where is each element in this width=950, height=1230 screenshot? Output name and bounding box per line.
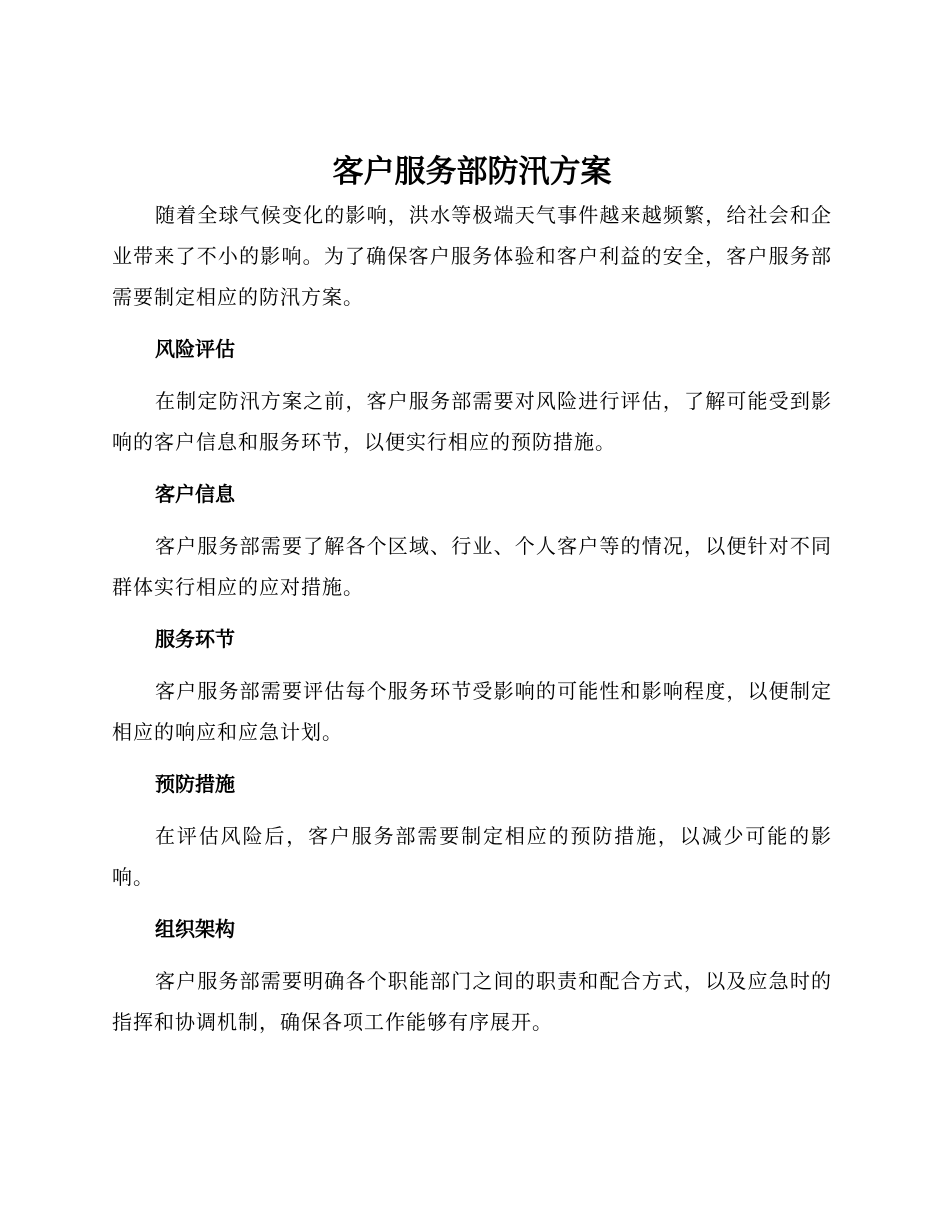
section-organization — [112, 909, 832, 1043]
section-prevention — [112, 764, 832, 898]
section-heading: 组织架构 — [155, 917, 235, 941]
document-title: 客户服务部防汛方案 — [332, 154, 612, 190]
section-heading: 客户信息 — [155, 482, 235, 506]
section-body: 客户服务部需要明确各个职能部门之间的职责和配合方式，以及应急时的指挥和协调机制，确保各项工作能够有序展开。 — [112, 969, 832, 1034]
section-body: 在制定防汛方案之前，客户服务部需要对风险进行评估，了解可能受到影响的客户信息和服务环节，以便实行相应的预防措施。 — [112, 389, 832, 454]
section-heading: 风险评估 — [155, 337, 235, 361]
section-customer-info — [112, 474, 832, 608]
intro-paragraph: 随着全球气候变化的影响，洪水等极端天气事件越来越频繁，给社会和企业带来了不小的影响。为了确保客户服务体验和客户利益的安全，客户服务部需要制定相应的防汛方案。 — [112, 203, 832, 309]
section-body: 客户服务部需要评估每个服务环节受影响的可能性和影响程度，以便制定相应的响应和应急计划。 — [112, 679, 832, 744]
section-body: 在评估风险后，客户服务部需要制定相应的预防措施，以减少可能的影响。 — [112, 824, 832, 889]
section-heading: 预防措施 — [155, 772, 235, 796]
document-content — [112, 150, 832, 1043]
section-service-steps — [112, 619, 832, 753]
section-heading: 服务环节 — [155, 627, 235, 651]
section-body: 客户服务部需要了解各个区域、行业、个人客户等的情况，以便针对不同群体实行相应的应对措施。 — [112, 534, 832, 599]
section-risk-assessment — [112, 329, 832, 463]
